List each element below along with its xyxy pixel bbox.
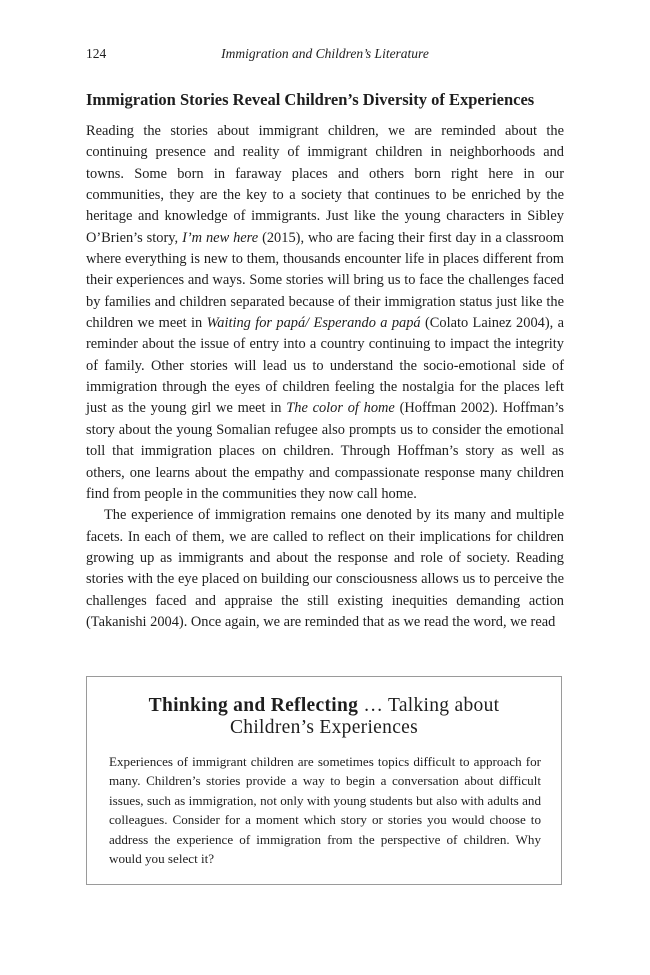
reflection-box	[86, 676, 562, 885]
running-header	[86, 46, 564, 64]
section-heading: Immigration Stories Reveal Children’s Diversity of Experiences	[86, 90, 535, 109]
paragraph-1-text-c: (Colato Lainez 2004), a reminder about the issue of entry into a country continuing to impact the integrity of family. Other stories will lead us to understand the socio-emotional side of immigration through the eyes of children feeling the nostalgia for the places left just as the young girl we meet in	[86, 315, 564, 417]
running-title: Immigration and Children’s Literature	[221, 46, 429, 61]
reflection-box-title	[87, 695, 561, 739]
paragraph-1-text-a: Reading the stories about immigrant children, we are reminded about the continuing presence and reality of immigrant children in neighborhoods and towns. Some born in faraway places and others born right here in our communities, they are the key to a society that continues to be enriched by the heritage and knowledge of immigrants. Just like the young characters in Sibley O’Brien’s story,	[86, 123, 564, 246]
body-text	[86, 121, 564, 633]
paragraph-1	[86, 121, 564, 505]
reflection-title-line-2: Children’s Experiences	[229, 717, 418, 738]
book-title-waiting-for-papa: Waiting for papá/ Esperando a papá	[206, 315, 421, 332]
book-title-color-of-home: The color of home	[286, 400, 395, 417]
reflection-title-bold: Thinking and Reflecting	[148, 695, 359, 716]
page-number: 124	[86, 46, 107, 61]
paragraph-1-text-d: (Hoffman 2002). Hoffman’s story about the young Somalian refugee also prompts us to consider the emotional toll that immigration places on children. Through Hoffman’s story as well as others, one learns about the empathy and compassionate response many children find from people in the communities they now call home.	[86, 400, 565, 502]
paragraph-2: The experience of immigration remains one denoted by its many and multiple facets. In each of them, we are called to reflect on their implications for children growing up as immigrants and about the response and role of society. Reading stories with the eye placed on building our consciousness allows us to perceive the challenges faced and appraise the still existing inequities demanding action (Takanishi 2004). Once again, we are reminded that as we read the word, we read	[86, 507, 564, 630]
reflection-title-rest: … Talking about	[358, 695, 500, 716]
reflection-box-text: Experiences of immigrant children are sometimes topics difficult to approach for many. Children’s stories provide a way to begin a conversation about difficult issues, such as immigration, not only with young students but also with adults and colleagues. Consider for a moment which story or stories you would choose to address the experience of immigration from the perspective of children. Why would you select it?	[109, 754, 541, 867]
paragraph-1-text-b: (2015), who are facing their first day in a classroom where everything is new to them, thousands encounter life in places different from their experiences and ways. Some stories will bring us to face the challenges faced by families and children separated because of their immigration status just like the children we meet in	[86, 229, 564, 332]
book-title-im-new-here: I’m new here	[182, 229, 259, 246]
